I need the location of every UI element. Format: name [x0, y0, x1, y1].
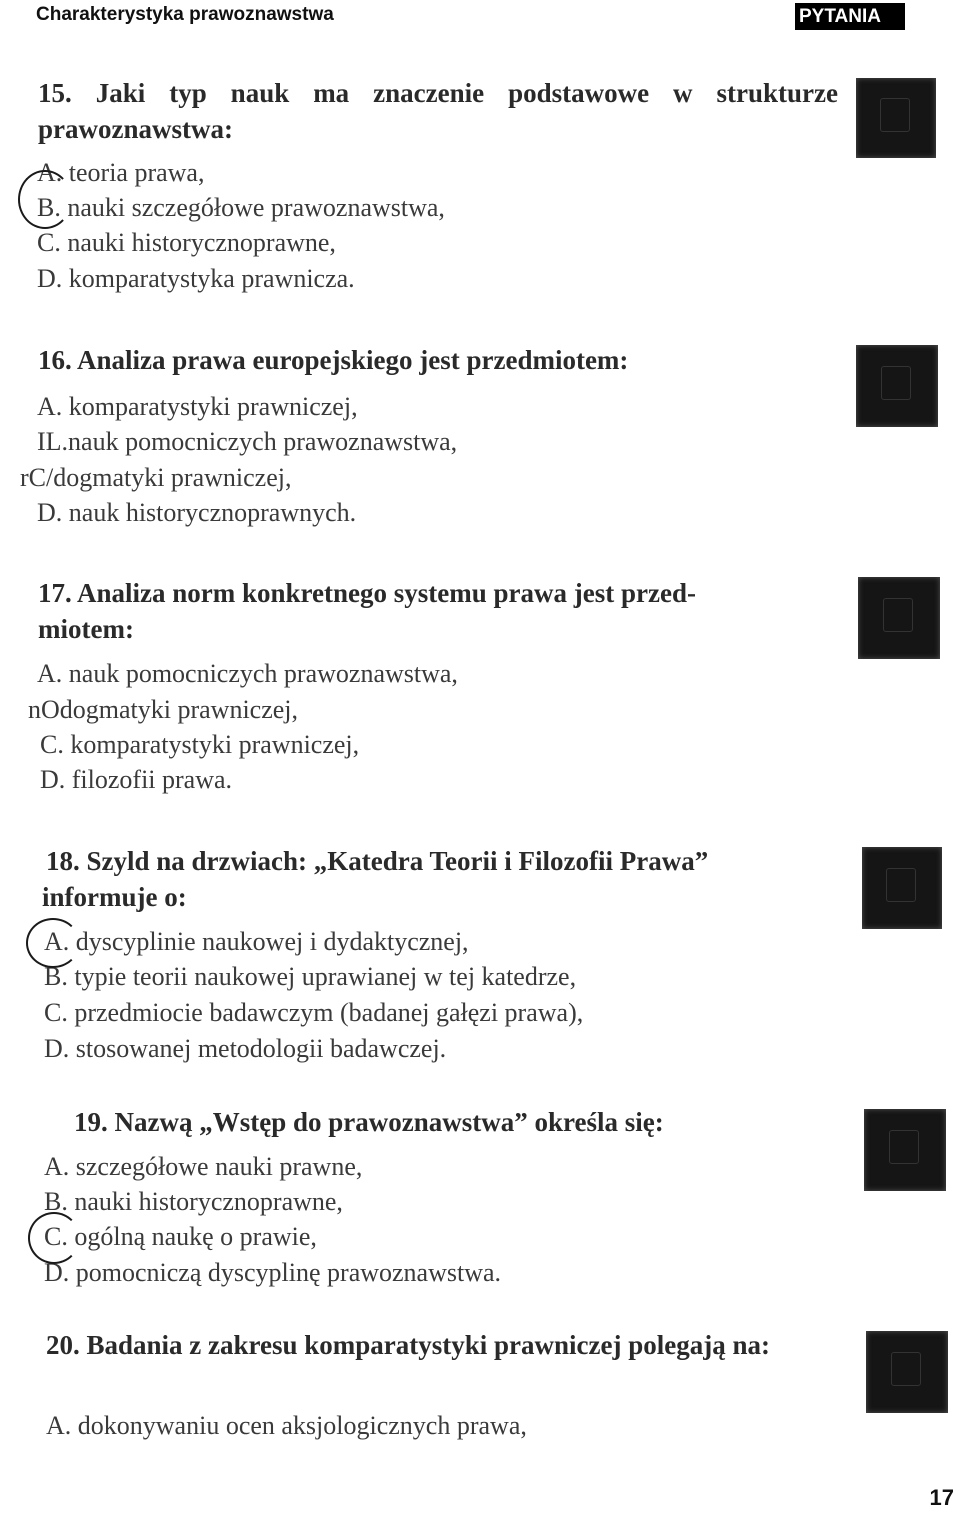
- question-18-option-d: D. stosowanej metodologii badawczej.: [44, 1034, 447, 1063]
- answer-stamp: [864, 1109, 946, 1191]
- question-16-option-a: A. komparatystyki prawniczej,: [37, 392, 358, 421]
- question-20-option-a: A. dokonywaniu ocen aksjologicznych prawa,: [46, 1411, 527, 1440]
- question-17-line-1: 17. Analiza norm konkretnego systemu prawa jest przed-: [38, 578, 696, 608]
- question-17-line-2: miotem:: [38, 614, 134, 644]
- question-19-option-b: B. nauki historycznoprawne,: [44, 1187, 343, 1216]
- answer-circle-mark: [18, 170, 72, 229]
- page-number: 17: [929, 1485, 954, 1510]
- answer-stamp: [862, 847, 942, 929]
- question-15: 15. Jaki typ nauk ma znaczenie podstawowe w strukturze prawoznawstwa:: [38, 78, 838, 144]
- question-15-option-c: C. nauki historycznoprawne,: [37, 228, 336, 257]
- question-16-option-d: D. nauk historycznoprawnych.: [37, 498, 357, 527]
- question-19-option-c: C. ogólną naukę o prawie,: [44, 1222, 317, 1251]
- question-17-option-b: nOdogmatyki prawniczej,: [28, 695, 299, 724]
- question-18-option-b: B. typie teorii naukowej uprawianej w tej katedrze,: [44, 962, 577, 991]
- question-16-option-b: IL.nauk pomocniczych prawoznawstwa,: [37, 427, 458, 456]
- question-20: 20. Badania z zakresu komparatystyki prawniczej polegają na:: [46, 1330, 771, 1360]
- answer-stamp: [858, 577, 940, 659]
- question-16-option-c: rC/dogmatyki prawniczej,: [20, 463, 292, 492]
- answer-stamp: [866, 1331, 948, 1413]
- question-15-option-b: B. nauki szczegółowe prawoznawstwa,: [37, 193, 445, 222]
- question-18-line-1: 18. Szyld na drzwiach: „Katedra Teorii i Filozofii Prawa”: [46, 846, 709, 876]
- question-17-option-a: A. nauk pomocniczych prawoznawstwa,: [37, 659, 458, 688]
- answer-stamp: [856, 345, 938, 427]
- question-18-option-a: A. dyscyplinie naukowej i dydaktycznej,: [44, 927, 469, 956]
- question-15-option-d: D. komparatystyka prawnicza.: [37, 264, 355, 293]
- question-19: 19. Nazwą „Wstęp do prawoznawstwa” określa się:: [74, 1107, 664, 1137]
- question-19-option-d: D. pomocniczą dyscyplinę prawoznawstwa.: [44, 1258, 502, 1287]
- answer-circle-mark: [26, 918, 80, 968]
- running-header-title: Charakterystyka prawoznawstwa: [36, 4, 334, 25]
- question-19-option-a: A. szczegółowe nauki prawne,: [44, 1152, 363, 1181]
- answer-circle-mark: [28, 1212, 80, 1264]
- question-18-line-2: informuje o:: [42, 882, 187, 912]
- question-17-option-d: D. filozofii prawa.: [40, 765, 233, 794]
- question-15-option-a: A. teoria prawa,: [37, 158, 205, 187]
- question-17-option-c: C. komparatystyki prawniczej,: [40, 730, 360, 759]
- section-badge: PYTANIA: [795, 3, 905, 30]
- answer-stamp: [856, 78, 936, 158]
- question-18-option-c: C. przedmiocie badawczym (badanej gałęzi prawa),: [44, 998, 584, 1027]
- question-16: 16. Analiza prawa europejskiego jest przedmiotem:: [38, 345, 629, 375]
